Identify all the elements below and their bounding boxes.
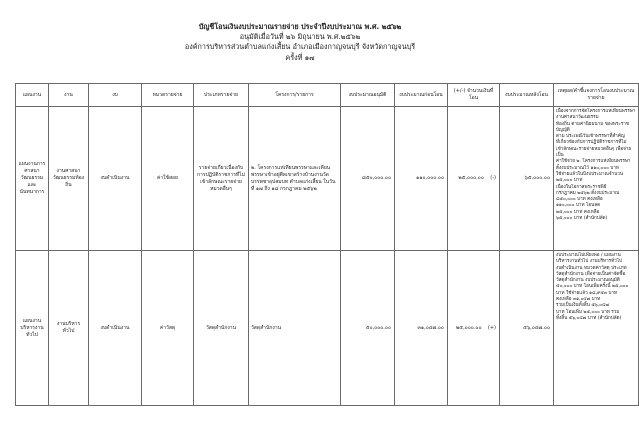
- cell-before: ๓๑,๐๔๗.๐๐: [395, 251, 448, 406]
- reason-line: ใช้จ่ายแล้วในปีงบประมาณจำนวน ๒๕,๐๐๐ บาท: [556, 171, 623, 184]
- cell-before: ๑๑๐,๐๐๐.๐๐: [395, 107, 448, 251]
- reason-line: เข้าลักษณะรายจ่ายหมวดอื่นๆ เพื่อจ่ายเป็น: [556, 146, 632, 159]
- round-number: ครั้งที่ ๑๗: [285, 52, 315, 62]
- transfer-amount: ๒๕,๐๐๐.๐๐: [458, 175, 484, 181]
- reason-line: ๒๕,๐๐๐ บาท คงเหลือ: [556, 209, 600, 215]
- transfer-sign: (-): [490, 175, 496, 181]
- cell-plan: แผนงานการศาสนา วัฒนธรรม และนันทนาการ: [16, 107, 49, 251]
- reason-line: งบดำเนินงาน หมวดค่าวัสดุ ประเภท: [556, 265, 627, 271]
- cell-work: งานบริหารทั่วไป: [49, 251, 89, 406]
- reason-line: ตาม ประเพณีวันเข้าพรรษาที่สำคัญ: [556, 134, 625, 140]
- col-header-transfer: (+/-) จำนวนเงินที่โอน: [448, 84, 500, 107]
- cell-work: งานศาสนาวัฒนธรรมท้องถิ่น: [49, 107, 89, 251]
- cell-budget: งบดำเนินงาน: [89, 107, 142, 251]
- transfer-sign: (+): [487, 324, 496, 331]
- reason-line: คงเหลือ ๓๑,๐๔๗ บาท: [556, 297, 601, 303]
- cell-after: ๖๕,๐๐๐.๐๐: [500, 107, 554, 251]
- cell-reason: [554, 107, 639, 251]
- cell-project: ๒. โครงการแห่เทียนพรรษาและเคียนพรรษาเข้าอยู่ศีลเขาสร้างบ้านงานวัด บรรพชาอุปสมบท ตำบลแก่งเสี้ยน ในวันที่ ๑๗ ถึง ๑๘ กรกฎาคม ๒๕๖๒: [249, 107, 341, 251]
- transfer-amount: ๒๕,๐๐๐.๐๐: [456, 324, 482, 331]
- reason-line: ๖๕,๐๐๐ บาท (สำนักปลัด): [556, 216, 608, 222]
- reason-line: บริหารงานทั่วไป งานบริหารทั่วไป: [556, 259, 622, 265]
- cell-expense-type: รายจ่ายเกี่ยวเนื่องกับการปฏิบัติราชการที่ไม่เข้าลักษณะรายจ่ายหมวดอื่นๆ: [194, 107, 249, 251]
- cell-category: ค่าใช้สอย: [142, 107, 194, 251]
- reason-line: งบประมาณไม่เพียงพอ / แผนงาน: [556, 253, 621, 258]
- col-header-budget: งบ: [89, 84, 142, 107]
- cell-approved: ๘๕๐,๐๐๐.๐๐: [341, 107, 395, 251]
- reason-line: ๘๕๐,๐๐๐ บาท คงเหลือ: [556, 197, 603, 203]
- cell-expense-type: วัสดุสำนักงาน: [194, 251, 249, 406]
- reason-line: กรกฎาคม ๒๕๖๒ ตั้งงบประมาณ: [556, 190, 620, 196]
- organization-name: องค์การบริหารส่วนตำบลแก่งเสี้ยน อำเภอเมืองกาญจนบุรี จังหวัดกาญจนบุรี: [184, 42, 416, 52]
- cell-category: ค่าวัสดุ: [142, 251, 194, 406]
- cell-reason: [554, 251, 639, 406]
- reason-line: ที่เกี่ยวข้องกับการปฏิบัติราชการที่ไม่: [556, 140, 627, 146]
- cell-transfer: [448, 107, 500, 251]
- col-header-project: โครงการ/รายการ: [249, 84, 341, 107]
- approval-date: อนุมัติเมื่อวันที่ ๒๖ มิถุนายน พ.ศ.๒๕๖๒: [239, 32, 361, 42]
- reason-line: เนื่องจากการจัดโครงการแห่เทียนพรรษา งานศาสนาวัฒนธรรม: [556, 109, 636, 121]
- reason-line: วัสดุสำนักงาน เพื่อจ่ายเป็นค่าจัดซื้อ: [556, 271, 626, 277]
- cell-approved: ๕๐,๐๐๐.๐๐: [341, 251, 395, 406]
- col-header-work: งาน: [49, 84, 89, 107]
- col-header-after: งบประมาณหลังโอน: [500, 84, 554, 107]
- reason-line: ทั้งสิ้น ๕๖,๐๔๗ บาท (สำนักปลัด): [556, 315, 622, 321]
- reason-line: ๕๐,๐๐๐ บาท โอนเพิ่มครั้งนี้ ๒๕,๐๐๐: [556, 284, 629, 290]
- col-header-approved: งบประมาณอนุมัติ: [341, 84, 395, 107]
- reason-line: รวมเป็นเงินทั้งสิ้น ๕๖,๐๔๗: [556, 303, 609, 309]
- reason-line: บาท ใช้จ่ายแล้ว ๑๘,๙๕๓ บาท: [556, 290, 618, 296]
- cell-transfer: [448, 251, 500, 406]
- cell-after: ๕๖,๐๔๗.๐๐: [500, 251, 554, 406]
- col-header-expense-type: ประเภทรายจ่าย: [194, 84, 249, 107]
- reason-line: ตั้งงบประมาณไว้ ๑๑๐,๐๐๐ บาท: [556, 165, 619, 171]
- col-header-category: หมวดรายจ่าย: [142, 84, 194, 107]
- reason-line: ค่าใช้จ่าย ๒. โครงการแห่เทียนพรรษา: [556, 159, 631, 165]
- document-header: [0, 22, 600, 63]
- col-header-before: งบประมาณก่อนโอน: [395, 84, 448, 107]
- cell-budget: งบดำเนินงาน: [89, 251, 142, 406]
- cell-plan: แผนงานบริหารงานทั่วไป: [16, 251, 49, 406]
- table-row: [16, 251, 639, 406]
- reason-line: ท้องถิ่น ตามค่านิยมนาม ของพระราชบัญญัติ: [556, 121, 629, 133]
- reason-line: วัสดุสำนักงาน งบประมาณอนุมัติ: [556, 278, 620, 284]
- cell-project: วัสดุสำนักงาน: [249, 251, 341, 406]
- document-title: บัญชีโอนเงินงบประมาณรายจ่าย ประจำปีงบประมาณ พ.ศ. ๒๕๖๒: [198, 22, 402, 31]
- reason-line: บาท โอนเพิ่ม ๒๕,๐๐๐ บาท รวม: [556, 309, 620, 315]
- col-header-plan: แผนงาน: [16, 84, 49, 107]
- reason-line: เนื่องในโอกาสพระราชพิธี: [556, 184, 607, 190]
- budget-transfer-table: [15, 83, 639, 406]
- table-row: [16, 107, 639, 251]
- reason-line: ๑๑๐,๐๐๐ บาท โอนลด: [556, 203, 601, 209]
- table-header-row: [16, 84, 639, 107]
- col-header-reason: เหตุผล/คำชี้แจงการโอนงบประมาณรายจ่าย: [554, 84, 639, 107]
